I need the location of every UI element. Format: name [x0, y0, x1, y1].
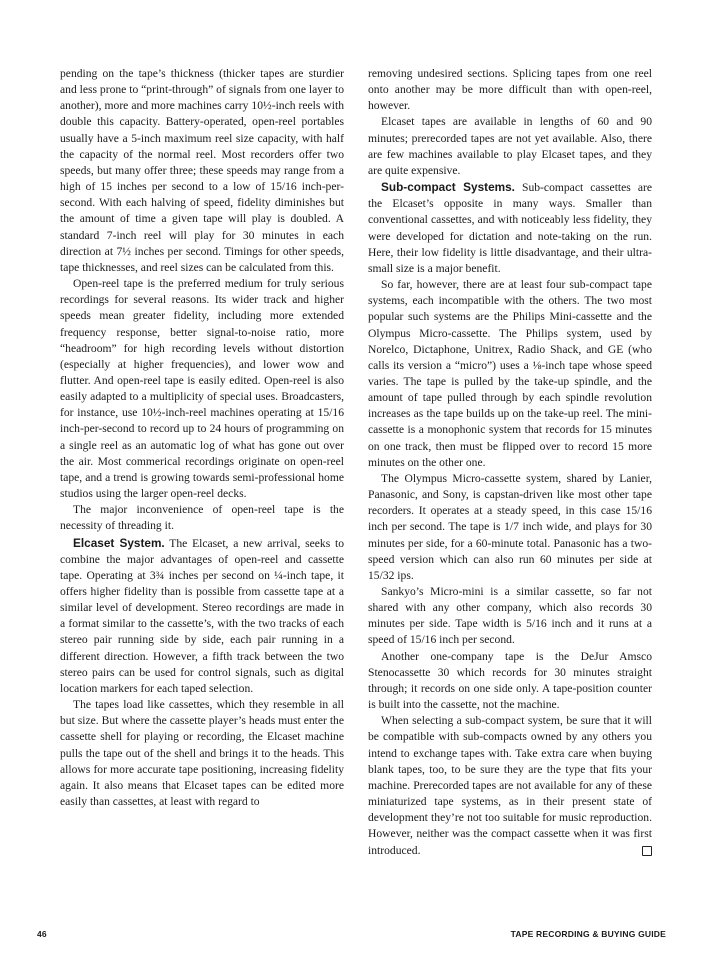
paragraph: Sankyo’s Micro-mini is a similar cassette, so far not shared with any other company, which also records 30 minutes per side. Tape width is 5/16 inch and it runs at a speed of 15/16 inch per second.: [368, 585, 652, 647]
paragraph: The major inconvenience of open-reel tape is the necessity of threading it.: [60, 503, 344, 533]
paragraph: [368, 713, 652, 858]
paragraph: The tapes load like cassettes, which they resemble in all but size. But where the cassette player’s heads must enter the cassette shell for playing or recording, the Elcaset machine pulls the tape out of the shell and brings it to the heads. This allows for more accurate tape positioning, increasing fidelity again. It also means that Elcaset tapes can be edited more easily than cassettes, at least with regard to: [60, 698, 344, 809]
paragraph: removing undesired sections. Splicing tapes from one reel onto another may be more difficult than with open-reel, however.: [368, 67, 652, 113]
paragraph: So far, however, there are at least four sub-compact tape systems, each incompatible with the others. The two most popular such systems are the Philips Mini-cassette and the Olympus Micro-cassette. The Philips system, used by Norelco, Dictaphone, Unitrex, Radio Shack, and GE (who calls its version a “micro”) uses a ⅛-inch tape whose speed varies. The tape is pulled by the take-up spindle, and the amount of tape pulled through by each spindle revolution increases as the tape builds up on the take-up reel. The mini-cassette is a monophonic system that records for 15 minutes on one track, then must be flipped over to record 15 more minutes on the other one.: [368, 278, 652, 469]
paragraph: Elcaset tapes are available in lengths of 60 and 90 minutes; prerecorded tapes are not yet available. Also, there are few machines available to play Elcaset tapes, and they are quite expensive.: [368, 115, 652, 177]
paragraph: [60, 535, 344, 698]
end-of-article-box-icon: [642, 846, 652, 856]
left-column: [60, 66, 344, 810]
section-heading: Sub-compact Systems.: [381, 180, 515, 195]
page-number: 46: [37, 929, 47, 939]
right-column: [368, 66, 652, 859]
paragraph: The Olympus Micro-cassette system, shared by Lanier, Panasonic, and Sony, is capstan-driven like most other tape recorders. It operates at a steady speed, in this case 15/16 inch per second. The tape is 1/7 inch wide, and plays for 30 minutes per side, for a 60-minute total. Panasonic has a two-speed version which can also run 60 minutes per side at 15/32 ips.: [368, 471, 652, 582]
section-heading: Elcaset System.: [73, 535, 165, 550]
paragraph-text: The Elcaset, a new arrival, seeks to combine the major advantages of open-reel and cassette tape. Operating at 3¾ inches per second on ¼-inch tape, it offers higher fidelity than is possible from cassette tape at a similar level of development. Stereo recordings are made in a format similar to the cassette’s, with the two tracks of each stereo pair running side by side, each pair running in a different direction. However, a fifth track between the two stereo pairs can be used for control signals, such as digital location markers for each taped selection.: [60, 536, 345, 695]
paragraph: Open-reel tape is the preferred medium for truly serious recordings for several reasons. Its wider track and higher speeds mean greater fidelity, including more extended frequency response, better signal-to-noise ratio, more “headroom” for high recording levels without distortion (especially at higher frequencies), and lower wow and flutter. And open-reel tape is easily edited. Open-reel is also easily adapted to a multiplicity of special uses. Broadcasters, for instance, use 10½-inch-reel machines operating at 15/16 inch-per-second to record up to 24 hours of programming on a single reel as an automatic log of what has gone out over the air. Most commerical recordings originate on open-reel tape, and a trend is growing towards semi-professional home studios using the larger open-reel decks.: [60, 277, 344, 501]
paragraph: Another one-company tape is the DeJur Amsco Stenocassette 30 which records for 30 minutes straight through; it records on one side only. A tape-position counter is built into the cassette, not the machine.: [368, 649, 652, 712]
paragraph-text: Sub-compact cassettes are the Elcaset’s opposite in many ways. Smaller than conventional cassettes, and with noticeably less fidelity, they were developed for dictation and note-taking on the run. Here, their low fidelity is little disadvantage, and their ultra-small size is a major benefit.: [368, 181, 652, 275]
paragraph: [368, 179, 652, 277]
paragraph: pending on the tape’s thickness (thicker tapes are sturdier and less prone to “print-through” of signals from one layer to another), more and more machines carry 10½-inch reels with double this capacity. Battery-operated, open-reel portables usually have a 5-inch maximum reel size capacity, with half the capacity of the normal reel. Most recorders offer two speeds, but many offer three; these speeds may range from a high of 15 inches per second to a low of 15/16 inch-per-second. With each halving of speed, fidelity diminishes but the amount of time a given tape will play is doubled. A standard 7-inch reel will play for 30 minutes in each direction at 7½ inches per second. Timings for other speeds, tape thicknesses, and reel sizes can be calculated from this.: [60, 67, 344, 274]
paragraph-text: When selecting a sub-compact system, be sure that it will be compatible with sub-compacts owned by any others you intend to exchange tapes with. Take extra care when buying blank tapes, too, to be sure they are the type that fits your machine. Prerecorded tapes are not available for any of these miniaturized tape systems, as in their present state of development they’re not too suitable for music reproduction. However, neither was the compact cassette when it was first introduced.: [368, 714, 652, 857]
running-title: TAPE RECORDING & BUYING GUIDE: [510, 929, 666, 939]
